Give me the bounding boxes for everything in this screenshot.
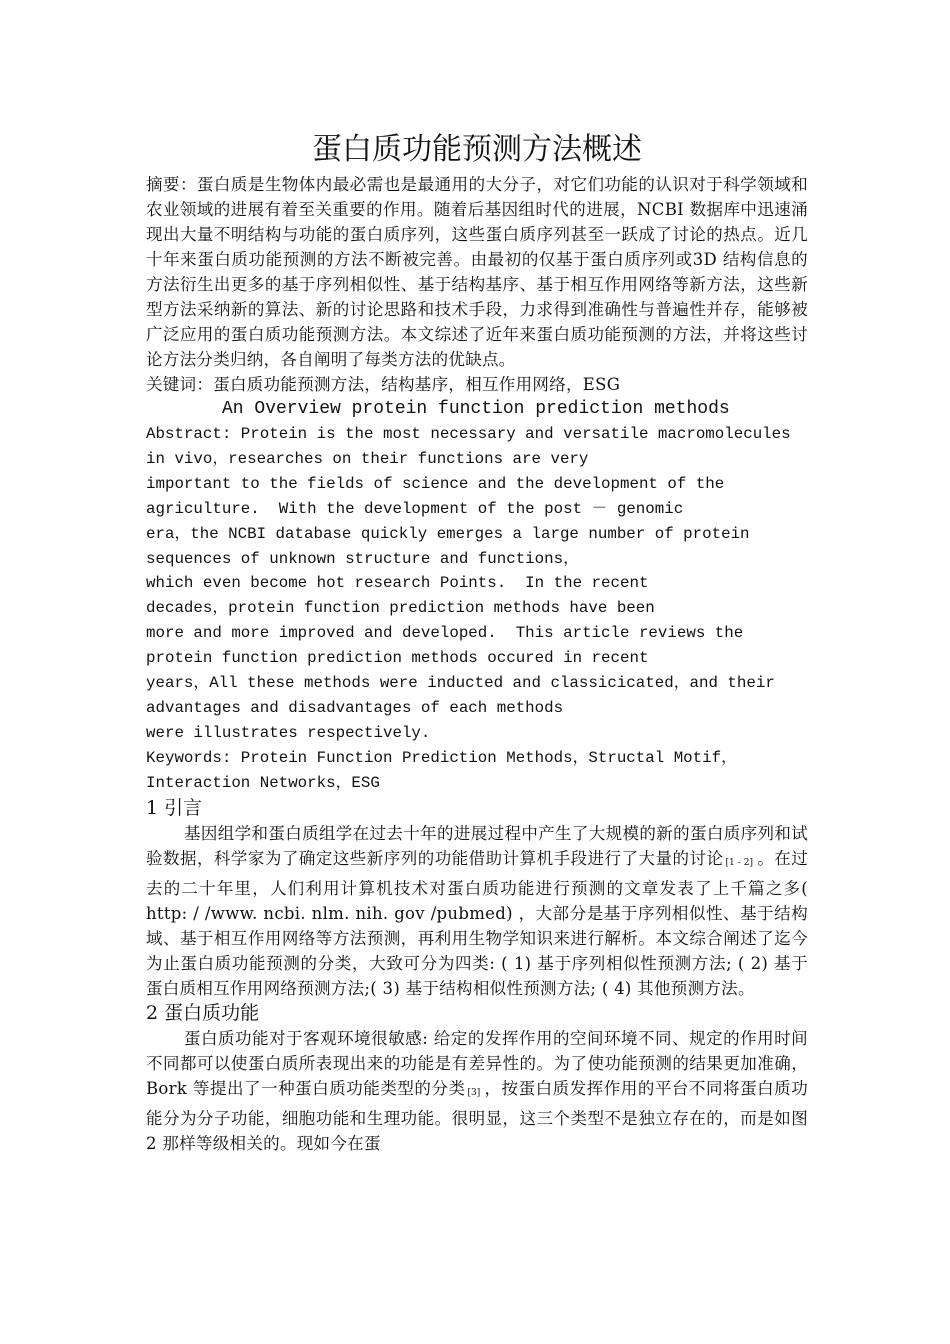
- abstract-en-line: Abstract: Protein is the most necessary and versatile macromolecules: [146, 425, 791, 443]
- abstract-en-line: were illustrates respectively.: [146, 723, 431, 742]
- abstract-en-line: decades，protein function prediction methods have been: [146, 599, 655, 618]
- abstract-en-line: more and more improved and developed. This article reviews the: [146, 624, 744, 643]
- abstract-en-line: era，the NCBI database quickly emerges a large number of protein: [146, 524, 750, 543]
- section-2-paragraph: [146, 1026, 808, 1156]
- section-1-text: 基因组学和蛋白质组学在过去十年的进展过程中产生了大规模的新的蛋白质序列和试验数据，科学家为了确定这些新序列的功能借助计算机手段进行了大量的讨论: [146, 823, 808, 868]
- keywords-en-line: Keywords: Protein Function Prediction Methods，Structal Motif，: [146, 748, 737, 767]
- section-2-text: ，按蛋白质发挥作用的平台不同将蛋白质功能分为分子功能，细胞功能和生理功能。很明显，这三个类型不是独立存在的，而是如图2 那样等级相关的。现如今在蛋: [146, 1078, 808, 1153]
- abstract-en-line: sequences of unknown structure and functions，: [146, 549, 579, 568]
- document-page: [146, 128, 808, 1156]
- abstract-en-line: protein function prediction methods occured in recent: [146, 649, 649, 668]
- keywords-en-line: Interaction Networks，ESG: [146, 773, 380, 792]
- keywords-zh: 关键词：蛋白质功能预测方法，结构基序，相互作用网络，ESG: [146, 375, 621, 394]
- english-title: An Overview protein function prediction methods: [222, 399, 730, 419]
- abstract-en: [146, 422, 808, 796]
- section-2-text: 蛋白质功能对于客观环境很敏感: 给定的发挥作用的空间环境不同、规定的作用时间不同都可以使蛋白质所表现出来的功能是有差异性的。为了使功能预测的结果更加准确，Bork 等提出了一种蛋白质功能类型的分类: [146, 1028, 808, 1098]
- document-title: 蛋白质功能预测方法概述: [312, 132, 642, 167]
- section-1-heading: 1 引言: [146, 796, 203, 819]
- abstract-en-line: in vivo，researches on their functions are very: [146, 449, 589, 468]
- abstract-en-line: years，All these methods were inducted and classicicated，and their: [146, 674, 775, 693]
- abstract-en-line: advantages and disadvantages of each methods: [146, 698, 564, 717]
- abstract-en-line: agriculture. With the development of the post － genomic: [146, 499, 684, 518]
- section-1-text: 。在过去的二十年里，人们利用计算机技术对蛋白质功能进行预测的文章发表了上千篇之多( http: / /www. ncbi. nlm. nih. gov /pubmed) ，大部分是基于序列相似性、基于结构域、基于相互作用网络等方法预测，再利用生物学知识来进行解析。本文综合阐述了迄今为止蛋白质功能预测的分类，大致可分为四类: ( 1) 基于序列相似性预测方法; ( 2) 基于蛋白质相互作用网络预测方法;( 3) 基于结构相似性预测方法; ( 4) 其他预测方法。: [146, 848, 808, 998]
- citation-ref: [1 - 2]: [725, 857, 754, 868]
- abstract-en-line: which even become hot research Points. In the recent: [146, 574, 649, 593]
- abstract-en-line: important to the fields of science and the development of the: [146, 474, 725, 493]
- abstract-zh: 摘要：蛋白质是生物体内最必需也是最通用的大分子，对它们功能的认识对于科学领域和农业领域的进展有着至关重要的作用。随着后基因组时代的进展，NCBI 数据库中迅速涌现出大量不明结构与功能的蛋白质序列，这些蛋白质序列甚至一跃成了讨论的热点。近几十年来蛋白质功能预测的方法不断被完善。由最初的仅基于蛋白质序列或3D 结构信息的方法衍生出更多的基于序列相似性、基于结构基序、基于相互作用网络等新方法，这些新型方法采纳新的算法、新的讨论思路和技术手段，力求得到准确性与普遍性并存，能够被广泛应用的蛋白质功能预测方法。本文综述了近年来蛋白质功能预测的方法，并将这些讨论方法分类归纳，各自阐明了每类方法的优缺点。: [146, 175, 808, 369]
- citation-ref: [3]: [467, 1087, 481, 1098]
- section-1-paragraph: [146, 821, 808, 1001]
- section-2-heading: 2 蛋白质功能: [146, 1001, 260, 1024]
